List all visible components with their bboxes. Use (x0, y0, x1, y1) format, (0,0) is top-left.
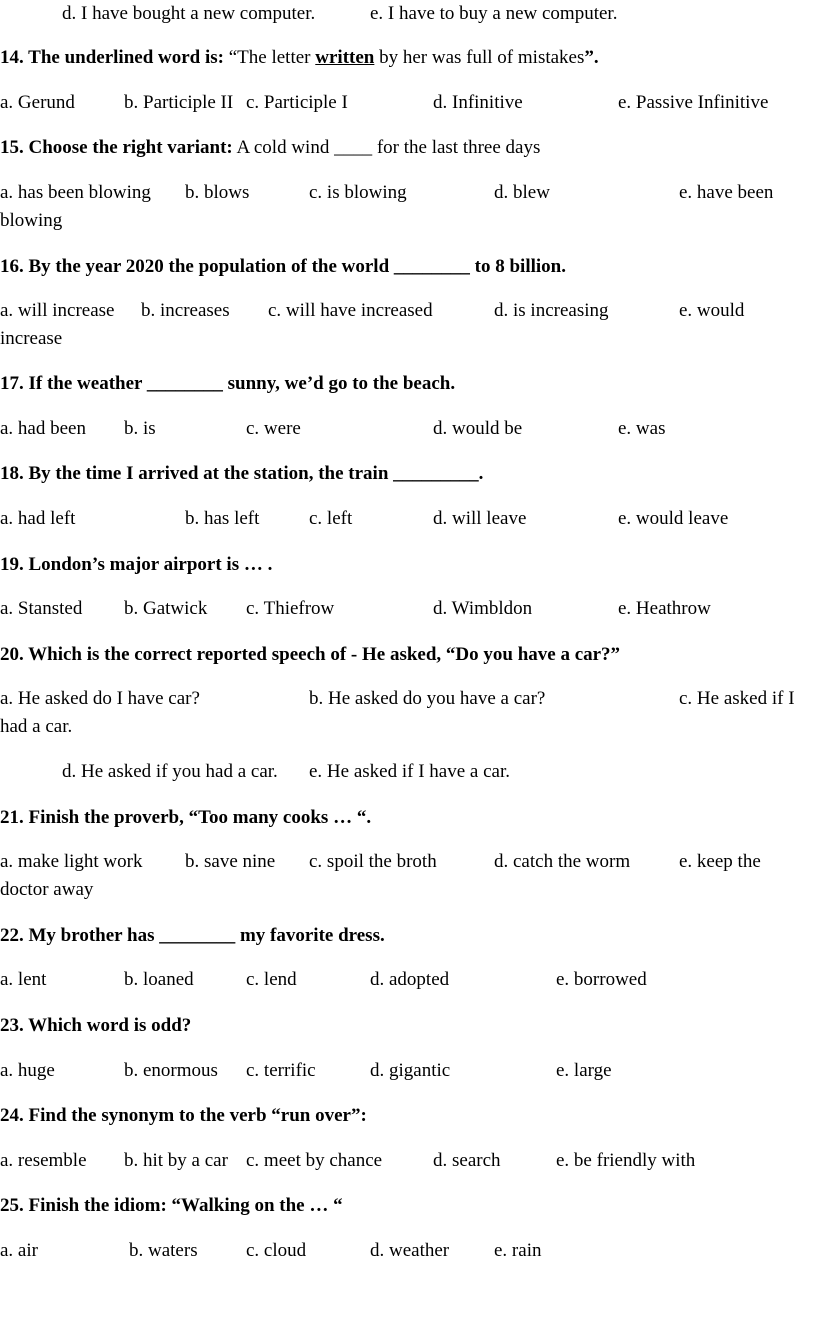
option-c-wrap: had a car. (0, 716, 73, 737)
option-c: c. Participle I (246, 92, 348, 113)
option-b: b. save nine (185, 851, 276, 872)
question-14 (0, 47, 599, 69)
option-d: d. I have bought a new computer. (62, 3, 316, 24)
option-b: b. enormous (124, 1060, 218, 1081)
option-e: e. large (556, 1060, 612, 1081)
option-d: d. is increasing (494, 300, 609, 321)
option-e: e. keep the (679, 851, 761, 872)
option-b: b. increases (141, 300, 230, 321)
option-a: a. will increase (0, 300, 115, 321)
option-e: e. have been (679, 182, 774, 203)
option-b: b. loaned (124, 969, 194, 990)
option-e-wrap: doctor away (0, 879, 94, 900)
question-prefix: 15. Choose the right variant: (0, 137, 233, 158)
option-c: c. cloud (246, 1240, 307, 1261)
option-a: a. resemble (0, 1150, 87, 1171)
option-e: e. would leave (618, 508, 729, 529)
question-18: 18. By the time I arrived at the station, the train _________. (0, 463, 484, 484)
option-e: e. was (618, 418, 666, 439)
option-a: a. Gerund (0, 92, 75, 113)
option-d: d. He asked if you had a car. (62, 761, 278, 782)
option-d: d. gigantic (370, 1060, 451, 1081)
option-b: b. Gatwick (124, 598, 208, 619)
option-e-wrap: increase (0, 328, 63, 349)
option-a: a. had been (0, 418, 86, 439)
option-e: e. Heathrow (618, 598, 711, 619)
option-a: a. lent (0, 969, 47, 990)
option-c: c. left (309, 508, 353, 529)
question-prefix: 14. The underlined word is: (0, 47, 224, 68)
option-c: c. spoil the broth (309, 851, 437, 872)
option-b: b. blows (185, 182, 250, 203)
question-22: 22. My brother has ________ my favorite dress. (0, 925, 385, 946)
option-e: e. be friendly with (556, 1150, 696, 1171)
question-text-pre: “The letter (228, 47, 316, 68)
option-d: d. search (433, 1150, 501, 1171)
question-text: A cold wind ____ for the last three days (236, 137, 541, 158)
question-15 (0, 137, 540, 159)
question-24: 24. Find the synonym to the verb “run over”: (0, 1105, 367, 1126)
option-c: c. terrific (246, 1060, 316, 1081)
option-b: b. He asked do you have a car? (309, 688, 546, 709)
option-c: c. He asked if I (679, 688, 795, 709)
option-a: a. air (0, 1240, 38, 1261)
option-c: c. meet by chance (246, 1150, 383, 1171)
question-text-post: by her was full of mistakes (374, 47, 585, 68)
option-a: a. Stansted (0, 598, 83, 619)
option-d: d. would be (433, 418, 523, 439)
option-e: e. Passive Infinitive (618, 92, 769, 113)
option-e: e. I have to buy a new computer. (370, 3, 618, 24)
option-a: a. make light work (0, 851, 143, 872)
option-e: e. would (679, 300, 745, 321)
option-e: e. rain (494, 1240, 542, 1261)
option-e: e. borrowed (556, 969, 647, 990)
option-b: b. hit by a car (124, 1150, 228, 1171)
option-d: d. blew (494, 182, 550, 203)
option-c: c. will have increased (268, 300, 433, 321)
question-25: 25. Finish the idiom: “Walking on the … “ (0, 1195, 343, 1216)
option-c: c. Thiefrow (246, 598, 335, 619)
option-b: b. has left (185, 508, 260, 529)
question-end: ”. (584, 47, 599, 68)
option-a: a. huge (0, 1060, 55, 1081)
option-d: d. weather (370, 1240, 450, 1261)
question-23: 23. Which word is odd? (0, 1015, 192, 1036)
question-17: 17. If the weather ________ sunny, we’d go to the beach. (0, 373, 456, 394)
option-d: d. will leave (433, 508, 527, 529)
option-a: a. has been blowing (0, 182, 151, 203)
underlined-word: written (315, 47, 375, 68)
option-d: d. catch the worm (494, 851, 631, 872)
question-21: 21. Finish the proverb, “Too many cooks … “. (0, 807, 372, 828)
option-b: b. Participle II (124, 92, 234, 113)
option-c: c. were (246, 418, 301, 439)
option-d: d. adopted (370, 969, 450, 990)
option-d: d. Wimbldon (433, 598, 533, 619)
option-c: c. lend (246, 969, 297, 990)
option-e: e. He asked if I have a car. (309, 761, 510, 782)
option-b: b. waters (129, 1240, 198, 1261)
option-a: a. He asked do I have car? (0, 688, 200, 709)
option-e-wrap: blowing (0, 210, 63, 231)
option-d: d. Infinitive (433, 92, 523, 113)
option-b: b. is (124, 418, 156, 439)
option-a: a. had left (0, 508, 76, 529)
option-c: c. is blowing (309, 182, 407, 203)
question-20: 20. Which is the correct reported speech of - He asked, “Do you have a car?” (0, 644, 621, 665)
question-19: 19. London’s major airport is … . (0, 554, 273, 575)
question-16: 16. By the year 2020 the population of the world ________ to 8 billion. (0, 256, 566, 277)
